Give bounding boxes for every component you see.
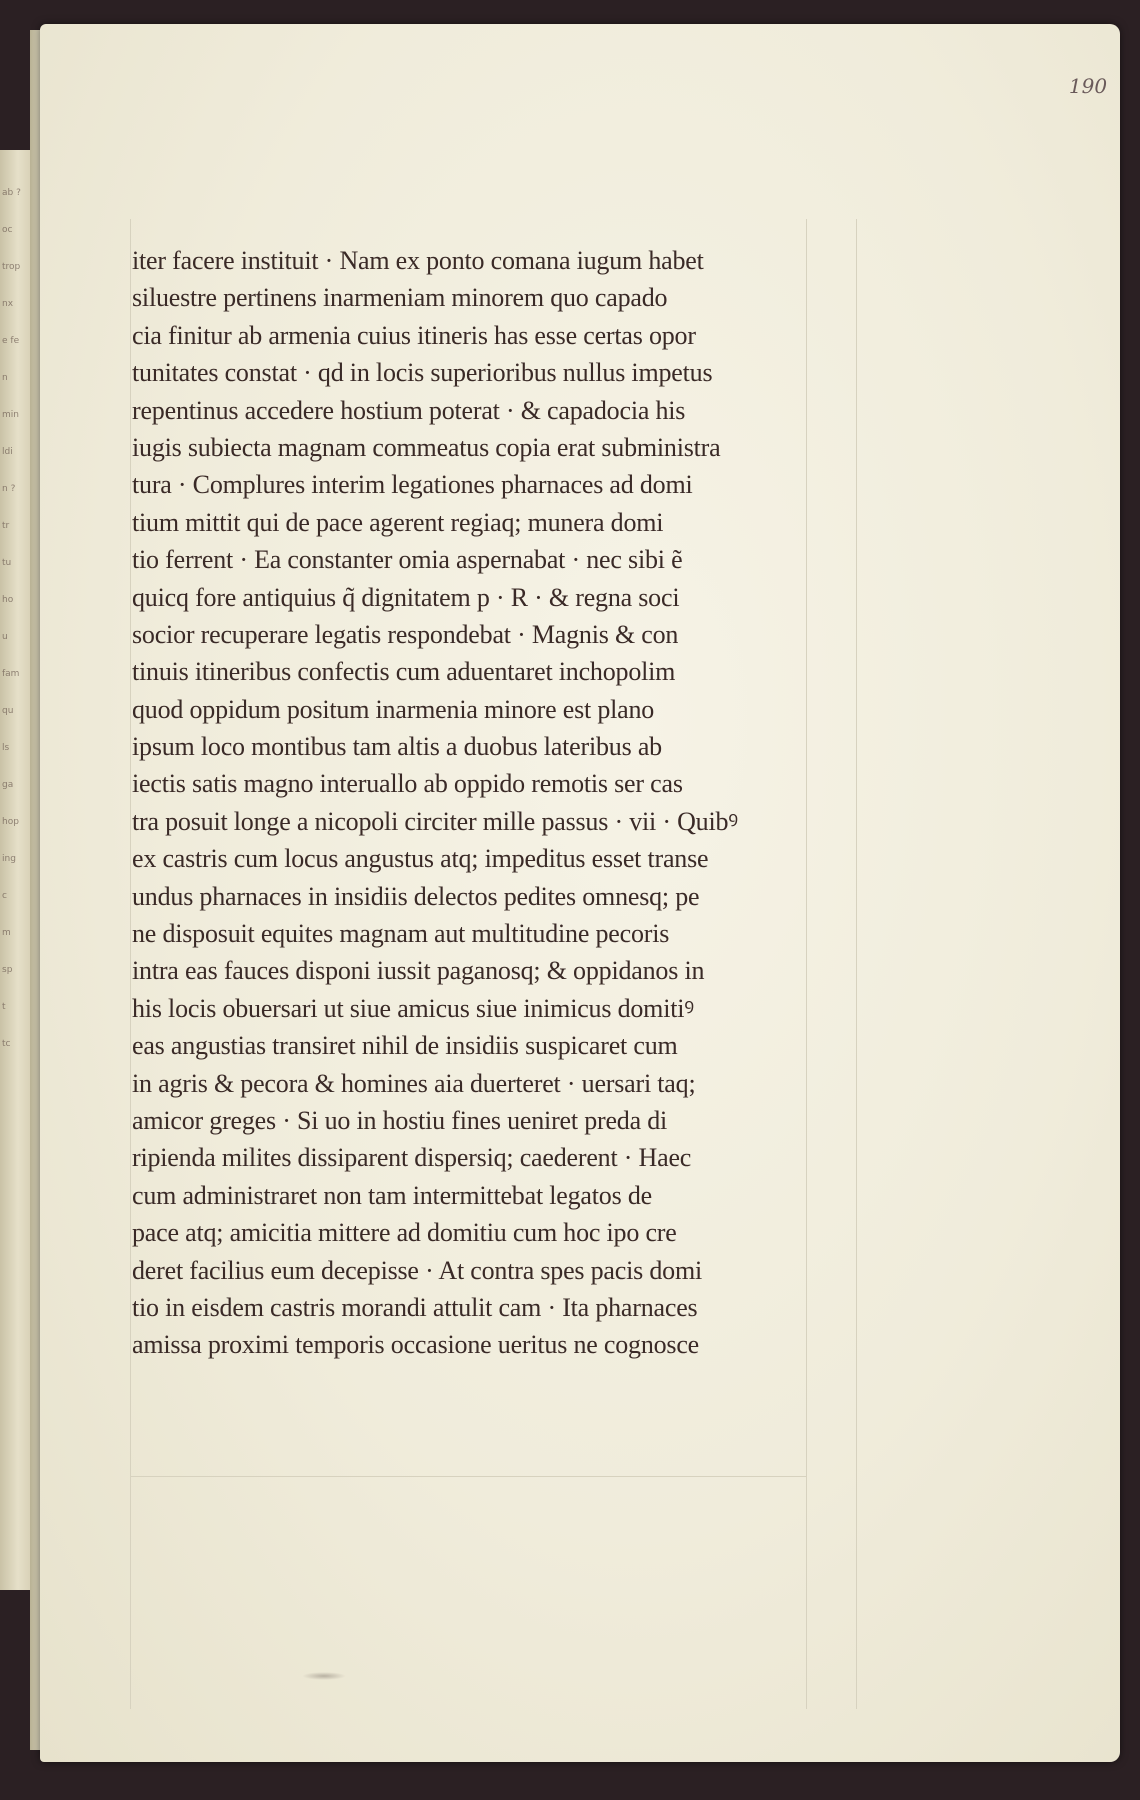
text-line: quicq fore antiquius q̃ dignitatem p · R · & regna soci xyxy=(132,582,680,612)
left-page-fragment: n ? xyxy=(2,484,16,494)
text-line: ex castris cum locus angustus atq; impeditus esset transe xyxy=(132,844,709,874)
left-page-fragment: tr xyxy=(2,521,10,531)
text-line: tio in eisdem castris morandi attulit cam · Ita pharnaces xyxy=(132,1292,698,1322)
text-line: eas angustias transiret nihil de insidiis suspicaret cum xyxy=(132,1031,678,1061)
left-page-fragment: tc xyxy=(2,1039,11,1049)
text-line: cia finitur ab armenia cuius itineris has esse certas opor xyxy=(132,320,696,350)
left-page-fragment: n xyxy=(2,373,8,383)
text-line: ne disposuit equites magnam aut multitudine pecoris xyxy=(132,919,670,949)
text-line: socior recuperare legatis respondebat · Magnis & con xyxy=(132,619,679,649)
folio-number: 190 xyxy=(1068,74,1108,98)
text-line: quod oppidum positum inarmenia minore est plano xyxy=(132,694,655,724)
text-line: pace atq; amicitia mittere ad domitiu cum hoc ipo cre xyxy=(132,1218,677,1248)
text-line: iter facere instituit · Nam ex ponto comana iugum habet xyxy=(132,246,704,275)
text-line: repentinus accedere hostium poterat · & capadocia his xyxy=(132,395,686,425)
left-page-edge xyxy=(0,150,30,1590)
manuscript-text-block xyxy=(132,242,872,1362)
text-line: amissa proximi temporis occasione ueritus ne cognosce xyxy=(132,1330,700,1360)
text-line: amicor greges · Si uo in hostiu fines ueniret preda di xyxy=(132,1105,668,1135)
left-page-fragment: ga xyxy=(2,780,14,790)
ink-smudge xyxy=(302,1672,346,1680)
ruling-line-left xyxy=(130,219,131,1709)
left-page-fragment: t xyxy=(2,1002,6,1012)
left-page-fragment: ho xyxy=(2,595,14,605)
manuscript-folio xyxy=(40,24,1120,1762)
text-line: his locis obuersari ut siue amicus siue inimicus domitiꝰ xyxy=(132,993,694,1023)
ruling-line-bottom xyxy=(130,1476,806,1477)
left-page-fragment: ls xyxy=(2,743,10,753)
text-line: iugis subiecta magnam commeatus copia erat subministra xyxy=(132,432,721,462)
text-line: tura · Complures interim legationes pharnaces ad domi xyxy=(132,470,693,500)
left-page-fragment: u xyxy=(2,632,8,642)
text-line: intra eas fauces disponi iussit paganosq; & oppidanos in xyxy=(132,956,705,986)
text-line: ripienda milites dissiparent dispersiq; caederent · Haec xyxy=(132,1143,692,1173)
text-line: tunitates constat · qd in locis superioribus nullus impetus xyxy=(132,358,713,388)
text-line: tinuis itineribus confectis cum aduentaret inchopolim xyxy=(132,657,676,687)
left-page-fragment: c xyxy=(2,891,7,901)
left-page-fragment: tu xyxy=(2,558,12,568)
text-line: cum administraret non tam intermittebat legatos de xyxy=(132,1180,652,1210)
left-page-fragment: nx xyxy=(2,299,14,309)
text-line: deret facilius eum decepisse · At contra spes pacis domi xyxy=(132,1255,703,1285)
text-line: ipsum loco montibus tam altis a duobus lateribus ab xyxy=(132,732,662,762)
left-page-fragment: ing xyxy=(2,854,16,864)
text-line: tium mittit qui de pace agerent regiaq; munera domi xyxy=(132,507,664,537)
left-page-fragment: sp xyxy=(2,965,13,975)
left-page-fragment: trop xyxy=(2,262,21,272)
text-line: undus pharnaces in insidiis delectos pedites omnesq; pe xyxy=(132,881,700,911)
left-page-fragment: qu xyxy=(2,706,14,716)
left-page-fragment: m xyxy=(2,928,11,938)
left-page-fragment: ldi xyxy=(2,447,13,457)
text-line: in agris & pecora & homines aia duerteret · uersari taq; xyxy=(132,1068,696,1098)
left-page-fragment: e fe xyxy=(2,336,20,346)
text-line: siluestre pertinens inarmeniam minorem quo capado xyxy=(132,283,668,313)
left-page-fragment: ab ? xyxy=(2,188,21,198)
left-page-fragment: oc xyxy=(2,225,13,235)
left-page-fragment: fam xyxy=(2,669,20,679)
left-page-fragment: min xyxy=(2,410,19,420)
left-page-fragment: hop xyxy=(2,817,19,827)
text-line: tra posuit longe a nicopoli circiter mille passus · vii · Quibꝰ xyxy=(132,806,739,836)
text-line: tio ferrent · Ea constanter omia aspernabat · nec sibi ẽ xyxy=(132,545,683,575)
text-line: iectis satis magno interuallo ab oppido remotis ser cas xyxy=(132,769,683,799)
